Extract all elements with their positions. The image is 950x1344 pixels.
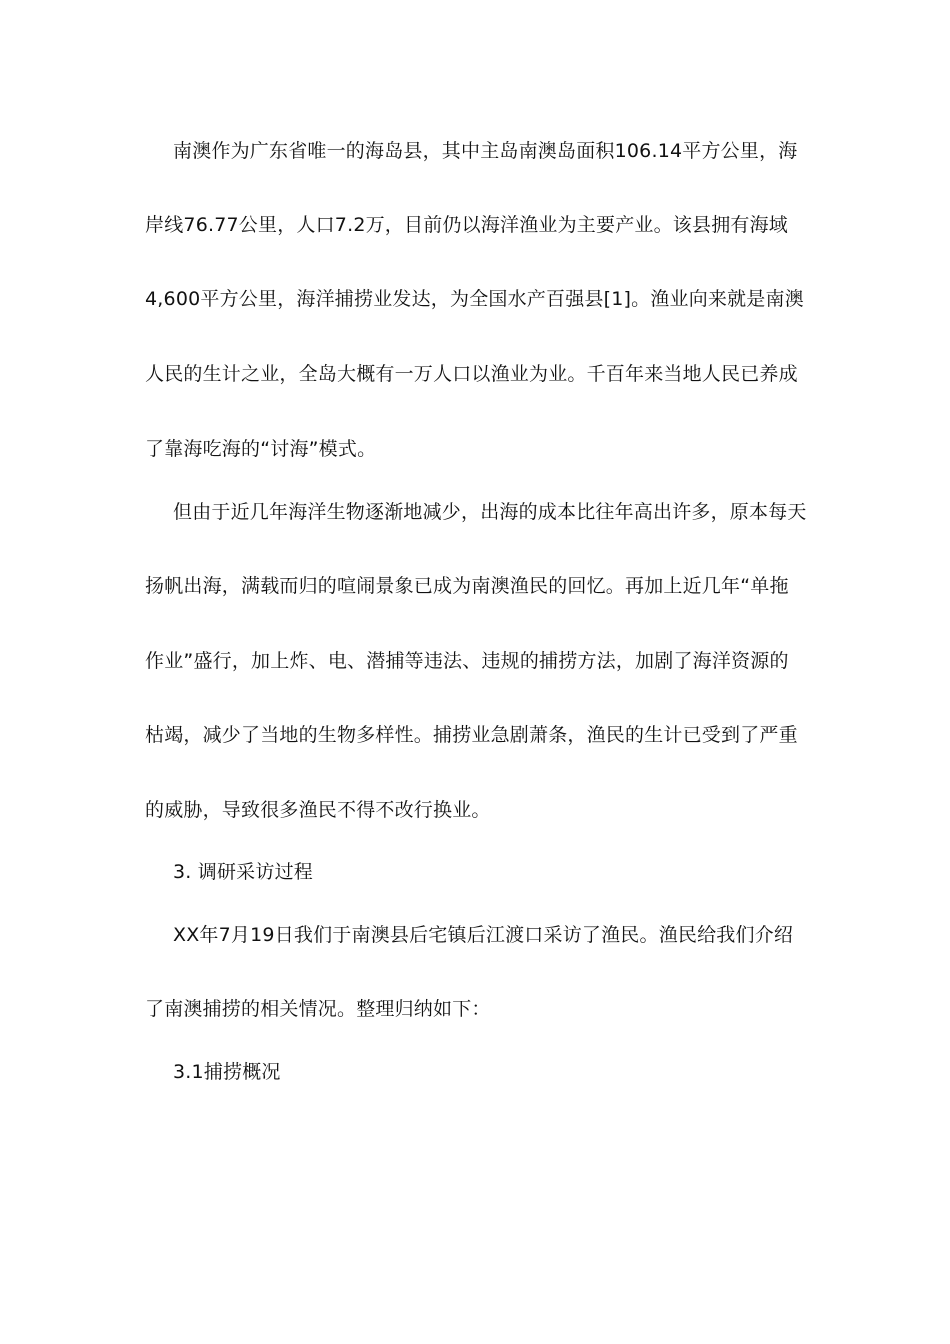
paragraph-2-line-3: 作业”盛行，加上炸、电、潜捕等违法、违规的捕捞方法，加剧了海洋资源的 [145,650,789,672]
paragraph-1-line-3: 4,600平方公里，海洋捕捞业发达，为全国水产百强县[1]。渔业向来就是南澳 [145,288,804,310]
paragraph-1-line-1: 南澳作为广东省唯一的海岛县，其中主岛南澳岛面积106.14平方公里，海 [173,140,798,162]
paragraph-2-line-5: 的威胁，导致很多渔民不得不改行换业。 [145,799,491,821]
paragraph-2-line-2: 扬帆出海，满载而归的喧闹景象已成为南澳渔民的回忆。再加上近几年“单拖 [145,575,789,597]
paragraph-1-line-2: 岸线76.77公里，人口7.2万，目前仍以海洋渔业为主要产业。该县拥有海域 [145,214,789,236]
paragraph-2-line-1: 但由于近几年海洋生物逐渐地减少，出海的成本比往年高出许多，原本每天 [173,501,807,523]
paragraph-3-line-2: 了南澳捕捞的相关情况。整理归纳如下： [145,998,491,1020]
section-heading-3-1: 3.1捕捞概况 [173,1061,281,1083]
section-heading-3: 3. 调研采访过程 [173,861,313,883]
paragraph-1-line-4: 人民的生计之业，全岛大概有一万人口以渔业为业。千百年来当地人民已养成 [145,363,798,385]
paragraph-2-line-4: 枯竭，减少了当地的生物多样性。捕捞业急剧萧条，渔民的生计已受到了严重 [145,724,798,746]
paragraph-3-line-1: XX年7月19日我们于南澳县后宅镇后江渡口采访了渔民。渔民给我们介绍 [173,924,794,946]
paragraph-1-line-5: 了靠海吃海的“讨海”模式。 [145,438,377,460]
